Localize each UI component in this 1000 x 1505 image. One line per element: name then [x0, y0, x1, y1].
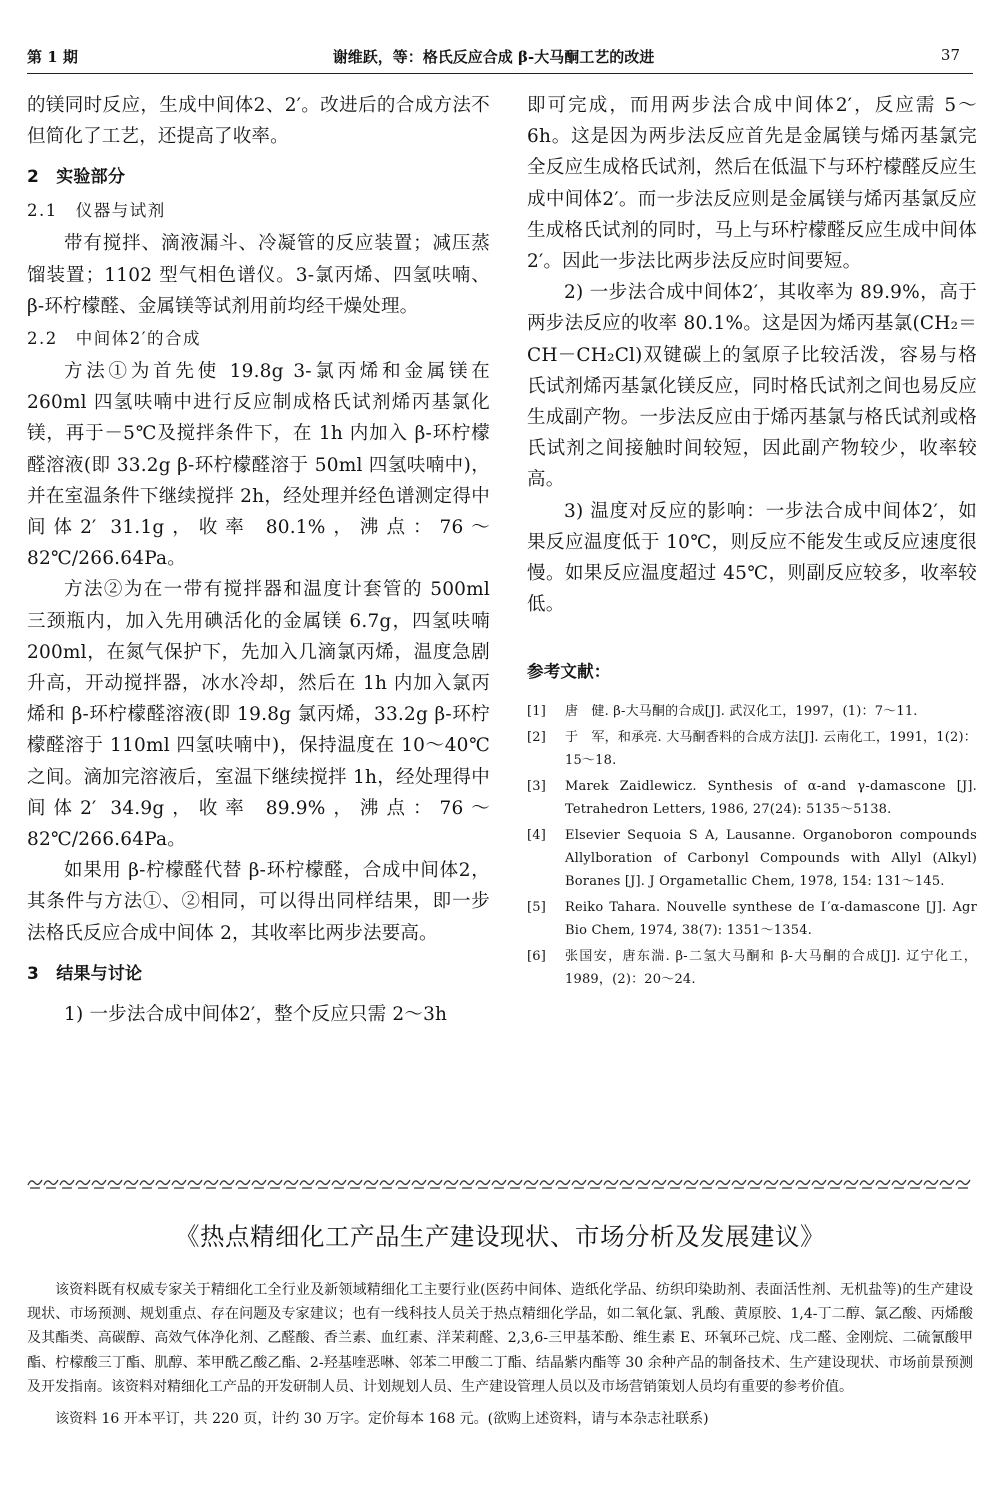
reference-item: [1] 唐 健. β-大马酮的合成[J]. 武汉化工，1997，(1)：7～11. [527, 703, 918, 719]
ornament-glyph [220, 1180, 234, 1188]
advertisement-description: 该资料既有权威专家关于精细化工全行业及新领域精细化工主要行业(医药中间体、造纸化学品、纺织印染助剂、表面活性剂、无机盐等)的生产建设现状、市场预测、规划重点、存在问题及专家建议；也有一线科技人员关于热点精细化学品，如二氧化氯、乳酸、黄原胶、1,4-丁二醇、氯乙酸、丙烯酸及其酯类、高碳醇、高效气体净化剂、乙醛酸、香兰素、血红素、洋茉莉醛、2,3,6-三甲基苯酚、维生素 E、环氧环己烷、戊二醛、金刚烷、二硫氰酸甲酯、柠檬酸三丁酯、肌醇、苯甲酰乙酸乙酯、2-羟基喹恶啉、邻苯二甲酸二丁酯、结晶紫内酯等 30 余种产品的制备技术、生产建设现状、市场前景预测及开发指南。该资料对精细化工产品的开发研制人员、计划规划人员、生产建设管理人员以及市场营销策划人员均有重要的参考价值。 [27, 1282, 973, 1395]
ornament-glyph [540, 1180, 554, 1188]
ornament-glyph [508, 1180, 522, 1188]
ornament-glyph [940, 1180, 954, 1188]
subsection-heading-instruments: 2.1 仪器与试剂 [27, 201, 166, 221]
ornament-glyph [924, 1180, 938, 1188]
right-column [527, 90, 977, 994]
left-column [27, 90, 490, 1030]
issue-label: 第 1 期 [27, 48, 78, 66]
ornament-glyph [428, 1180, 442, 1188]
ornament-glyph [92, 1180, 106, 1188]
ornament-glyph [284, 1180, 298, 1188]
ornament-glyph [140, 1180, 154, 1188]
section-heading-results: 3 结果与讨论 [27, 963, 143, 984]
paragraph-result-3: 3) 温度对反应的影响：一步法合成中间体2′，如果反应温度低于 10℃，则反应不能发生或反应速度很慢。如果反应温度超过 45℃，则副反应较多，收率较低。 [527, 500, 977, 616]
reference-item: [2] 于 军，和承亮. 大马酮香料的合成方法[J]. 云南化工，1991，1(2)：15～18. [527, 729, 977, 768]
ornament-glyph [252, 1180, 266, 1188]
advertisement-title: 《热点精细化工产品生产建设现状、市场分析及发展建议》 [175, 1222, 825, 1251]
references-heading: 参考文献： [527, 662, 611, 682]
ornament-glyph [172, 1180, 186, 1188]
ornament-glyph [380, 1180, 394, 1188]
ornament-glyph [364, 1180, 378, 1188]
ornament-glyph [204, 1180, 218, 1188]
paragraph-result-1-continued: 即可完成，而用两步法合成中间体2′，反应需 5～6h。这是因为两步法反应首先是金属镁与烯丙基氯完全反应生成格氏试剂，然后在低温下与环柠檬醛反应生成中间体2′。而一步法反应则是金属镁与烯丙基氯反应生成格氏试剂的同时，马上与环柠檬醛反应生成中间体2′。因此一步法比两步法反应时间要短。 [527, 95, 977, 273]
ornament-glyph [716, 1180, 730, 1188]
paragraph-result-1-start: 1) 一步法合成中间体2′，整个反应只需 2～3h [64, 1003, 448, 1025]
paragraph-method-1: 方法①为首先使 19.8g 3-氯丙烯和金属镁在 260ml 四氢呋喃中进行反应制成格氏试剂烯丙基氯化镁，再于－5℃及搅拌条件下，在 1h 内加入 β-环柠檬醛溶液(即 33.2g β-环柠檬醛溶于 50ml 四氢呋喃中)，并在室温条件下继续搅拌 2h，经处理并经色谱测定得中间体2′ 31.1g，收率 80.1%，沸点：76～82℃/266.64Pa。 [27, 361, 490, 570]
ornament-glyph [844, 1180, 858, 1188]
ornament-glyph [460, 1180, 474, 1188]
ornament-glyph [44, 1180, 58, 1188]
header-rule [27, 73, 973, 74]
ornament-glyph [796, 1180, 810, 1188]
ornament-glyph [396, 1180, 410, 1188]
reference-item: [3] Marek Zaidlewicz. Synthesis of α-and γ-damascone [J]. Tetrahedron Letters, 1986, 27(24): 5135～5138. [527, 778, 977, 817]
ornament-glyph [268, 1180, 282, 1188]
running-title: 谢维跃，等：格氏反应合成 β-大马酮工艺的改进 [332, 48, 655, 66]
ornament-glyph [684, 1180, 698, 1188]
paragraph-result-2: 2) 一步法合成中间体2′，其收率为 89.9%，高于两步法反应的收率 80.1%。这是因为烯丙基氯(CH₂＝CH－CH₂Cl)双键碳上的氢原子比较活泼，容易与格氏试剂烯丙基氯化镁反应，同时格氏试剂之间也易反应生成副产物。一步法反应由于烯丙基氯与格氏试剂或格氏试剂之间接触时间较短，因此副产物较少，收率较高。 [527, 282, 977, 491]
ornament-glyph [876, 1180, 890, 1188]
ornament-glyph [444, 1180, 458, 1188]
ornament-glyph [124, 1180, 138, 1188]
advertisement-body [27, 1278, 973, 1431]
ornament-glyph [348, 1180, 362, 1188]
ornament-glyph [156, 1180, 170, 1188]
ornament-glyph [764, 1180, 778, 1188]
ornament-glyph [556, 1180, 570, 1188]
ornament-glyph [956, 1180, 970, 1188]
ornament-glyph [60, 1180, 74, 1188]
paragraph-alternative: 如果用 β-柠檬醛代替 β-环柠檬醛，合成中间体2，其条件与方法①、②相同，可以得出同样结果，即一步法格氏反应合成中间体 2，其收率比两步法要高。 [27, 860, 490, 944]
reference-list [527, 700, 977, 991]
decorative-divider [27, 1174, 973, 1192]
ornament-glyph [860, 1180, 874, 1188]
section-heading-experiment: 2 实验部分 [27, 167, 126, 188]
advertisement-note: 该资料 16 开本平订，共 220 页，计约 30 万字。定价每本 168 元。(欲购上述资料，请与本杂志社联系) [55, 1411, 709, 1428]
ornament-glyph [604, 1180, 618, 1188]
reference-item: [5] Reiko Tahara. Nouvelle synthese de Ⅰ′α-damascone [J]. Agr Bio Chem, 1974, 38(7): 1351～1354. [527, 899, 977, 938]
ornament-glyph [668, 1180, 682, 1188]
ornament-glyph [732, 1180, 746, 1188]
ornament-glyph [412, 1180, 426, 1188]
reference-item: [6] 张国安，唐东湍. β-二氢大马酮和 β-大马酮的合成[J]. 辽宁化工，1989，(2)：20～24. [527, 948, 977, 987]
subsection-heading-synthesis: 2.2 中间体2′的合成 [27, 329, 201, 349]
ornament-glyph [524, 1180, 538, 1188]
ornament-glyph [300, 1180, 314, 1188]
ornament-glyph [780, 1180, 794, 1188]
paragraph-continued: 的镁同时反应，生成中间体2、2′。改进后的合成方法不但简化了工艺，还提高了收率。 [27, 95, 490, 148]
ornament-glyph [188, 1180, 202, 1188]
ornament-glyph [652, 1180, 666, 1188]
ornament-glyph [828, 1180, 842, 1188]
ornament-glyph [492, 1180, 506, 1188]
ornament-glyph [236, 1180, 250, 1188]
ornament-glyph [76, 1180, 90, 1188]
ornament-glyph [700, 1180, 714, 1188]
paragraph-method-2: 方法②为在一带有搅拌器和温度计套管的 500ml 三颈瓶内，加入先用碘活化的金属镁 6.7g，四氢呋喃 200ml，在氮气保护下，先加入几滴氯丙烯，温度急剧升高，开动搅拌器，冰水冷却，然后在 1h 内加入氯丙烯和 β-环柠檬醛溶液(即 19.8g 氯丙烯，33.2g β-环柠檬醛溶于 110ml 四氢呋喃中)，保持温度在 10～40℃之间。滴加完溶液后，室温下继续搅拌 1h，经处理得中间体2′ 34.9g，收率 89.9%，沸点：76～82℃/266.64Pa。 [27, 579, 490, 851]
ornament-glyph [636, 1180, 650, 1188]
ornament-glyph [908, 1180, 922, 1188]
paragraph-instruments: 带有搅拌、滴液漏斗、冷凝管的反应装置；减压蒸馏装置；1102 型气相色谱仪。3-氯丙烯、四氢呋喃、β-环柠檬醛、金属镁等试剂用前均经干燥处理。 [27, 233, 490, 317]
ornament-glyph [588, 1180, 602, 1188]
ornament-glyph [892, 1180, 906, 1188]
page-number: 37 [940, 46, 960, 64]
ornament-glyph [476, 1180, 490, 1188]
ornament-glyph [812, 1180, 826, 1188]
ornament-glyph [316, 1180, 330, 1188]
ornament-glyph [332, 1180, 346, 1188]
reference-item: [4] Elsevier Sequoia S A, Lausanne. Organoboron compounds Allylboration of Carbonyl Compounds with Allyl (Alkyl) Boranes [J]. J Orgametallic Chem, 1978, 154: 131～145. [527, 827, 977, 889]
ornament-glyph [748, 1180, 762, 1188]
ornament-glyph [28, 1180, 42, 1188]
page-header [27, 46, 960, 70]
ornament-glyph [620, 1180, 634, 1188]
ornament-glyph [572, 1180, 586, 1188]
ornament-glyph [108, 1180, 122, 1188]
